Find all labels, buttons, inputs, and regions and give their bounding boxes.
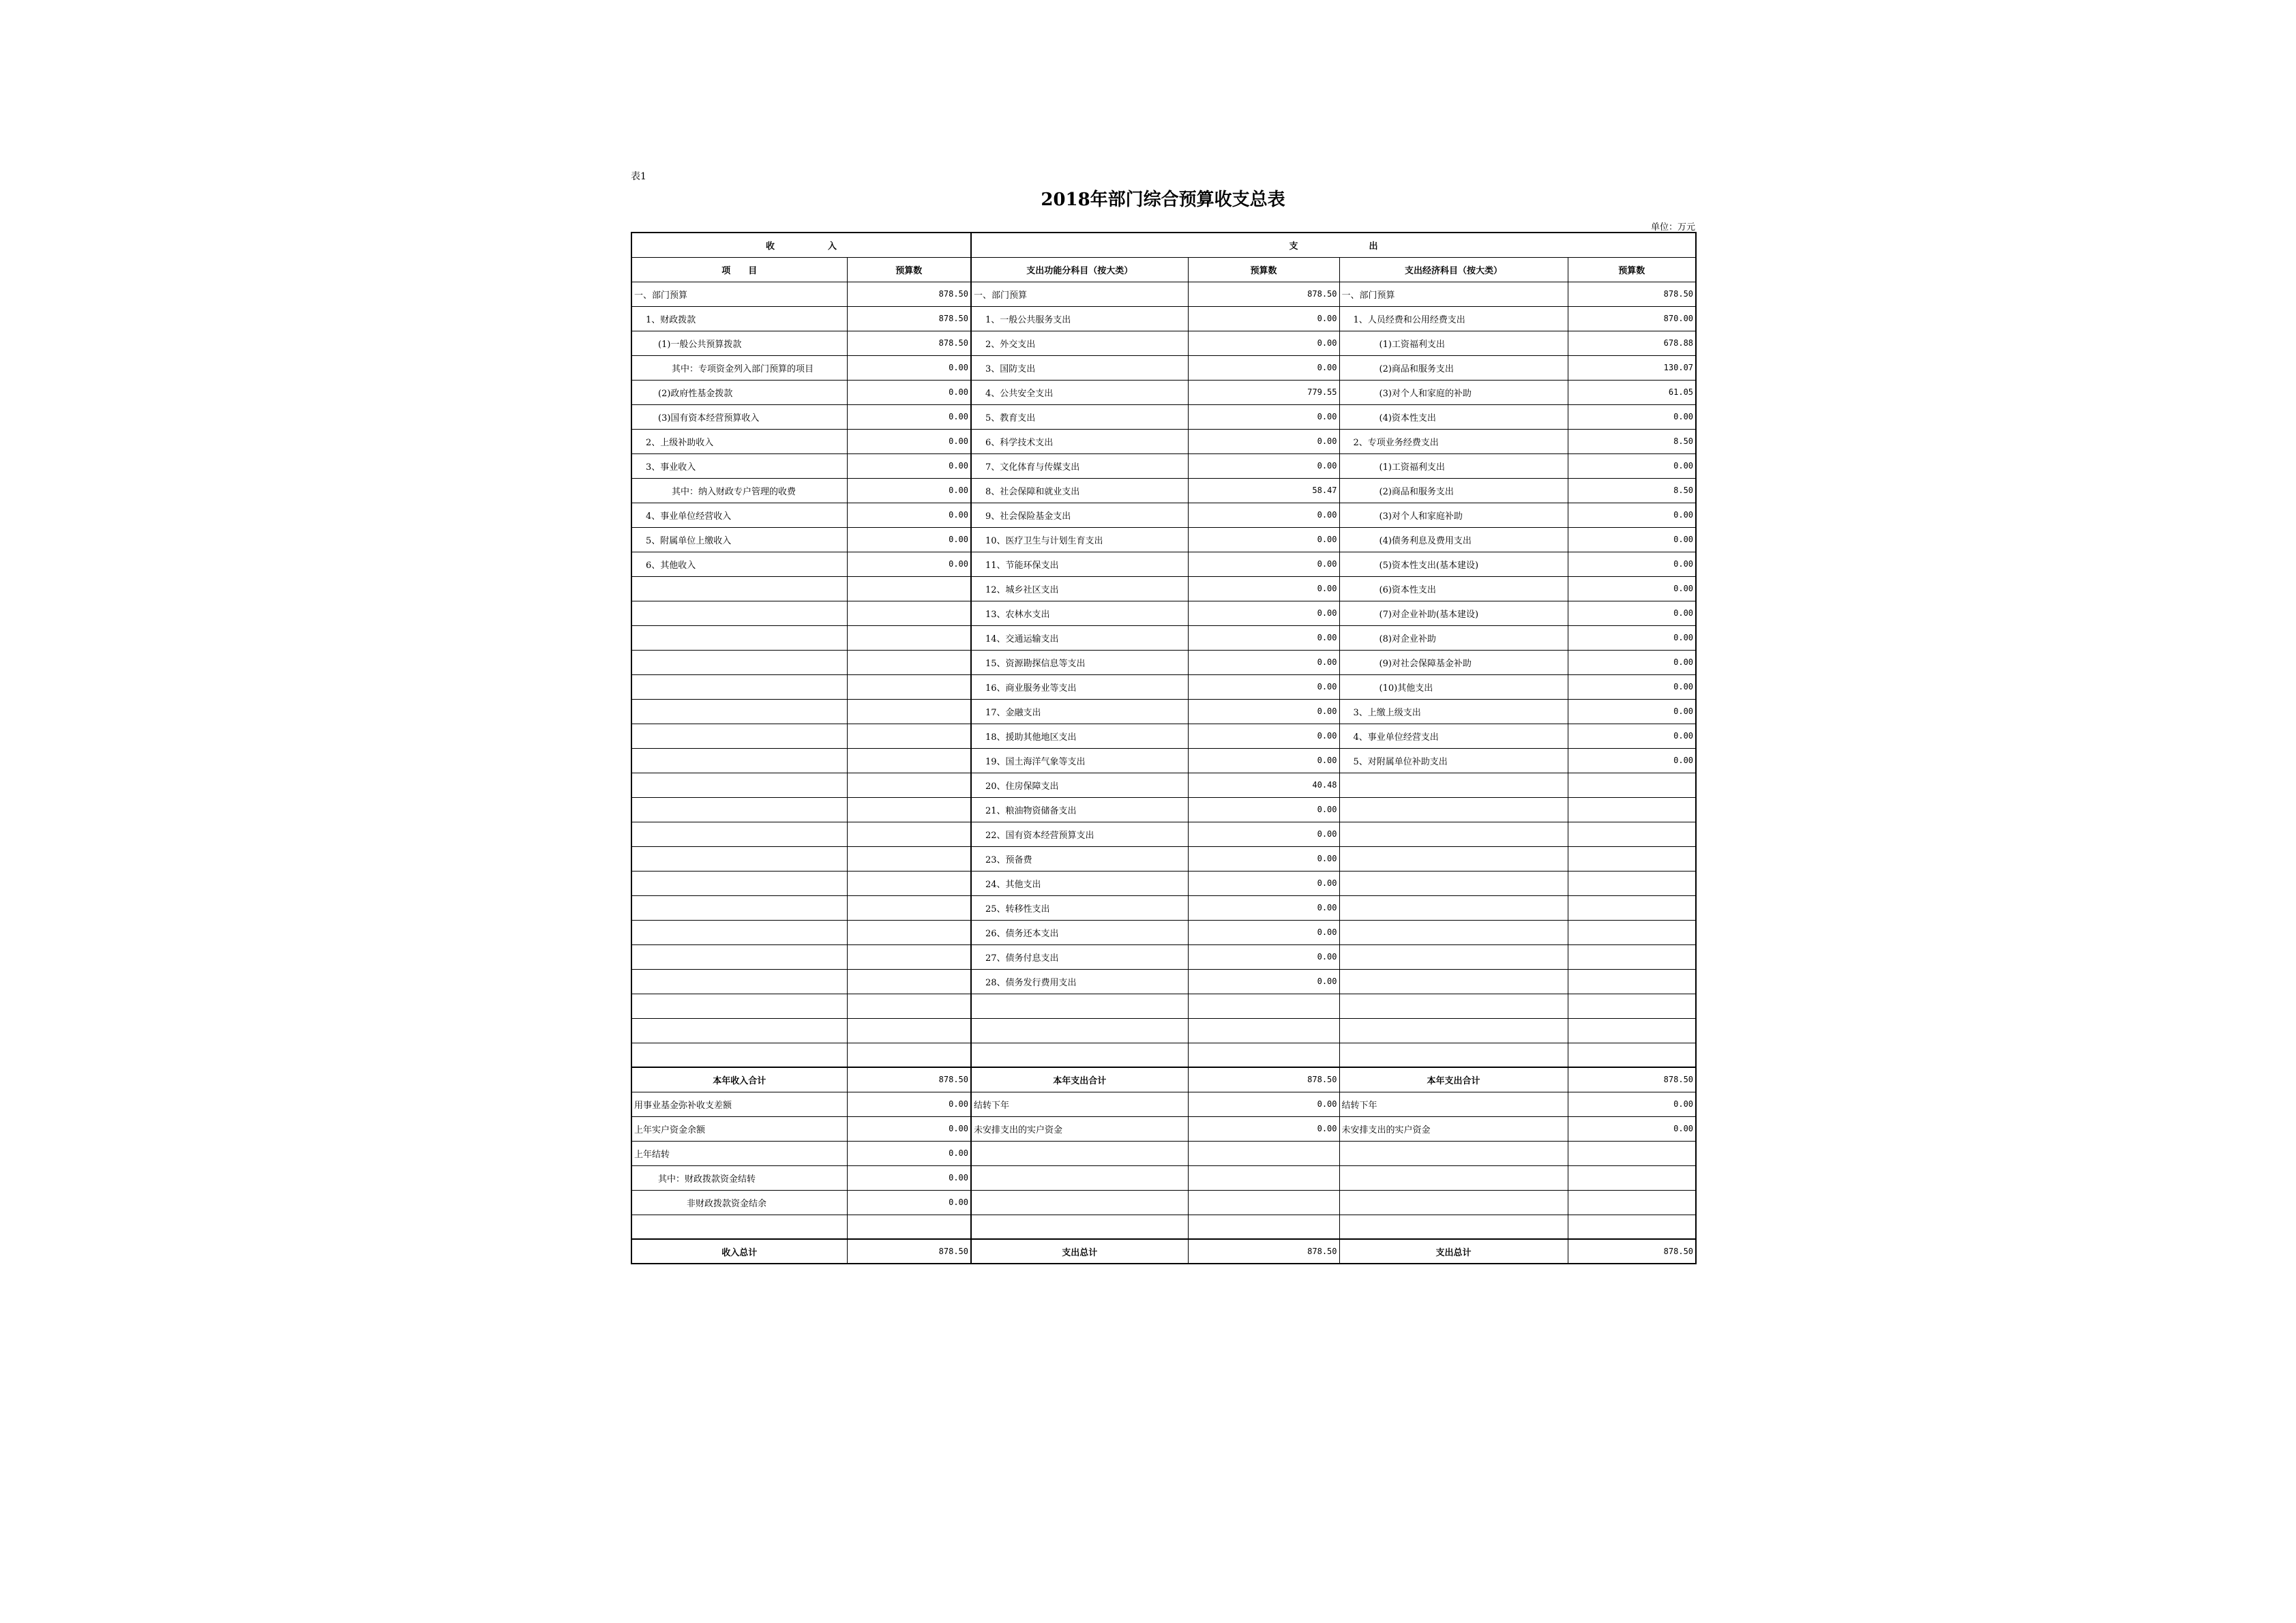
table-row xyxy=(631,1215,1696,1239)
econ-subject-cell xyxy=(1339,895,1568,920)
table-row xyxy=(631,1092,1696,1116)
income-item-cell xyxy=(631,871,847,895)
func-subject-cell: 24、其他支出 xyxy=(971,871,1188,895)
func-amount-cell xyxy=(1188,1215,1339,1239)
income-amount-cell xyxy=(847,822,971,846)
econ-subject-cell: 1、人员经费和公用经费支出 xyxy=(1339,306,1568,331)
func-amount-cell xyxy=(1188,1190,1339,1215)
func-amount-cell xyxy=(1188,1043,1339,1067)
func-amount-cell: 0.00 xyxy=(1188,306,1339,331)
func-subject-cell: 11、节能环保支出 xyxy=(971,552,1188,576)
econ-amount-cell xyxy=(1568,895,1696,920)
income-amount-cell xyxy=(847,576,971,601)
econ-subject-cell: 4、事业单位经营支出 xyxy=(1339,724,1568,748)
table-row xyxy=(631,306,1696,331)
func-amount-cell: 0.00 xyxy=(1188,699,1339,724)
func-subject-cell: 17、金融支出 xyxy=(971,699,1188,724)
econ-subject-cell xyxy=(1339,797,1568,822)
econ-amount-cell xyxy=(1568,1141,1696,1165)
func-amount-cell xyxy=(1188,1165,1339,1190)
func-subject-cell: 23、预备费 xyxy=(971,846,1188,871)
income-item-cell xyxy=(631,969,847,994)
income-amount-cell: 878.50 xyxy=(847,282,971,306)
income-amount-cell xyxy=(847,895,971,920)
econ-subject-cell: (9)对社会保障基金补助 xyxy=(1339,650,1568,674)
func-subject-cell: 本年支出合计 xyxy=(971,1067,1188,1092)
econ-amount-cell: 878.50 xyxy=(1568,282,1696,306)
func-subject-cell xyxy=(971,1165,1188,1190)
table-row xyxy=(631,846,1696,871)
table-row xyxy=(631,1043,1696,1067)
table-row xyxy=(631,453,1696,478)
func-subject-cell: 支出总计 xyxy=(971,1239,1188,1264)
econ-subject-cell: (3)对个人和家庭补助 xyxy=(1339,503,1568,527)
econ-amount-cell xyxy=(1568,846,1696,871)
econ-subject-cell: (3)对个人和家庭的补助 xyxy=(1339,380,1568,404)
econ-subject-cell: 5、对附属单位补助支出 xyxy=(1339,748,1568,773)
income-amount-cell: 0.00 xyxy=(847,404,971,429)
econ-amount-cell xyxy=(1568,994,1696,1018)
econ-subject-cell xyxy=(1339,1165,1568,1190)
income-item-cell xyxy=(631,994,847,1018)
income-item-cell xyxy=(631,576,847,601)
econ-subject-cell xyxy=(1339,1141,1568,1165)
func-subject-cell: 13、农林水支出 xyxy=(971,601,1188,625)
econ-subject-cell: (8)对企业补助 xyxy=(1339,625,1568,650)
func-amount-cell: 0.00 xyxy=(1188,944,1339,969)
func-amount-cell: 58.47 xyxy=(1188,478,1339,503)
func-subject-cell: 26、债务还本支出 xyxy=(971,920,1188,944)
func-amount-cell: 0.00 xyxy=(1188,920,1339,944)
econ-subject-cell: (4)资本性支出 xyxy=(1339,404,1568,429)
econ-amount-cell xyxy=(1568,1043,1696,1067)
econ-amount-cell: 878.50 xyxy=(1568,1239,1696,1264)
func-amount-cell xyxy=(1188,994,1339,1018)
income-amount-cell: 0.00 xyxy=(847,1141,971,1165)
func-subject-cell: 18、援助其他地区支出 xyxy=(971,724,1188,748)
econ-subject-cell: 未安排支出的实户资金 xyxy=(1339,1116,1568,1141)
econ-amount-cell: 0.00 xyxy=(1568,650,1696,674)
func-amount-cell: 779.55 xyxy=(1188,380,1339,404)
income-amount-cell: 0.00 xyxy=(847,1165,971,1190)
econ-amount-cell: 0.00 xyxy=(1568,748,1696,773)
income-amount-cell: 0.00 xyxy=(847,355,971,380)
func-subject-cell xyxy=(971,1215,1188,1239)
expense-header: 支 出 xyxy=(971,233,1696,257)
econ-amount-cell: 870.00 xyxy=(1568,306,1696,331)
func-subject-cell: 21、粮油物资储备支出 xyxy=(971,797,1188,822)
income-amount-cell xyxy=(847,944,971,969)
econ-subject-cell xyxy=(1339,1215,1568,1239)
func-subject-cell: 25、转移性支出 xyxy=(971,895,1188,920)
func-amount-cell: 40.48 xyxy=(1188,773,1339,797)
func-subject-cell: 6、科学技术支出 xyxy=(971,429,1188,453)
section-header-row xyxy=(631,233,1696,257)
income-item-cell: (1)一般公共预算拨款 xyxy=(631,331,847,355)
econ-subject-cell: (6)资本性支出 xyxy=(1339,576,1568,601)
func-subject-cell: 20、住房保障支出 xyxy=(971,773,1188,797)
table-row xyxy=(631,920,1696,944)
income-item-cell: (2)政府性基金拨款 xyxy=(631,380,847,404)
income-item-cell: 本年收入合计 xyxy=(631,1067,847,1092)
income-item-cell: 非财政拨款资金结余 xyxy=(631,1190,847,1215)
econ-amount-cell xyxy=(1568,797,1696,822)
income-item-cell xyxy=(631,846,847,871)
econ-subject-cell xyxy=(1339,773,1568,797)
econ-amount-cell xyxy=(1568,1165,1696,1190)
table-row xyxy=(631,1067,1696,1092)
col-header-budget-3: 预算数 xyxy=(1568,257,1696,282)
func-subject-cell: 14、交通运输支出 xyxy=(971,625,1188,650)
income-item-cell: 6、其他收入 xyxy=(631,552,847,576)
income-item-cell xyxy=(631,797,847,822)
income-amount-cell xyxy=(847,699,971,724)
econ-amount-cell xyxy=(1568,920,1696,944)
income-item-cell xyxy=(631,773,847,797)
table-row xyxy=(631,674,1696,699)
econ-subject-cell xyxy=(1339,1043,1568,1067)
income-item-cell xyxy=(631,625,847,650)
income-amount-cell xyxy=(847,846,971,871)
func-amount-cell: 0.00 xyxy=(1188,331,1339,355)
func-amount-cell: 0.00 xyxy=(1188,355,1339,380)
income-amount-cell: 0.00 xyxy=(847,380,971,404)
func-amount-cell: 878.50 xyxy=(1188,1239,1339,1264)
table-row xyxy=(631,1116,1696,1141)
col-header-budget: 预算数 xyxy=(847,257,971,282)
econ-subject-cell xyxy=(1339,920,1568,944)
func-subject-cell: 27、债务付息支出 xyxy=(971,944,1188,969)
func-subject-cell: 结转下年 xyxy=(971,1092,1188,1116)
func-subject-cell: 8、社会保障和就业支出 xyxy=(971,478,1188,503)
func-amount-cell: 0.00 xyxy=(1188,846,1339,871)
econ-amount-cell: 8.50 xyxy=(1568,429,1696,453)
func-amount-cell: 0.00 xyxy=(1188,969,1339,994)
func-amount-cell xyxy=(1188,1018,1339,1043)
econ-amount-cell: 678.88 xyxy=(1568,331,1696,355)
econ-subject-cell xyxy=(1339,994,1568,1018)
income-amount-cell xyxy=(847,969,971,994)
income-item-cell xyxy=(631,674,847,699)
table-row xyxy=(631,1018,1696,1043)
func-subject-cell: 2、外交支出 xyxy=(971,331,1188,355)
func-amount-cell: 0.00 xyxy=(1188,503,1339,527)
income-amount-cell: 0.00 xyxy=(847,429,971,453)
econ-subject-cell xyxy=(1339,871,1568,895)
col-header-item: 项 目 xyxy=(631,257,847,282)
func-subject-cell: 一、部门预算 xyxy=(971,282,1188,306)
econ-subject-cell xyxy=(1339,822,1568,846)
func-amount-cell: 0.00 xyxy=(1188,527,1339,552)
income-amount-cell xyxy=(847,920,971,944)
income-amount-cell xyxy=(847,674,971,699)
income-amount-cell xyxy=(847,1018,971,1043)
income-item-cell: 4、事业单位经营收入 xyxy=(631,503,847,527)
func-subject-cell: 4、公共安全支出 xyxy=(971,380,1188,404)
econ-amount-cell xyxy=(1568,969,1696,994)
econ-amount-cell: 878.50 xyxy=(1568,1067,1696,1092)
table-row xyxy=(631,552,1696,576)
func-amount-cell: 0.00 xyxy=(1188,674,1339,699)
econ-amount-cell: 0.00 xyxy=(1568,724,1696,748)
econ-amount-cell: 0.00 xyxy=(1568,1092,1696,1116)
income-amount-cell xyxy=(847,871,971,895)
func-subject-cell xyxy=(971,1043,1188,1067)
table-row xyxy=(631,380,1696,404)
table-row xyxy=(631,282,1696,306)
table-label: 表1 xyxy=(631,171,646,182)
income-item-cell: 2、上级补助收入 xyxy=(631,429,847,453)
econ-amount-cell: 0.00 xyxy=(1568,453,1696,478)
func-amount-cell: 0.00 xyxy=(1188,748,1339,773)
econ-amount-cell: 0.00 xyxy=(1568,552,1696,576)
column-header-row xyxy=(631,257,1696,282)
income-item-cell: 其中：财政拨款资金结转 xyxy=(631,1165,847,1190)
table-row xyxy=(631,994,1696,1018)
income-item-cell xyxy=(631,895,847,920)
income-header: 收 入 xyxy=(631,233,971,257)
income-item-cell xyxy=(631,1215,847,1239)
income-item-cell xyxy=(631,1018,847,1043)
income-amount-cell xyxy=(847,994,971,1018)
func-amount-cell xyxy=(1188,1141,1339,1165)
income-item-cell xyxy=(631,920,847,944)
func-subject-cell: 16、商业服务业等支出 xyxy=(971,674,1188,699)
income-item-cell xyxy=(631,650,847,674)
func-subject-cell: 7、文化体育与传媒支出 xyxy=(971,453,1188,478)
income-amount-cell xyxy=(847,601,971,625)
func-amount-cell: 878.50 xyxy=(1188,282,1339,306)
econ-amount-cell: 0.00 xyxy=(1568,625,1696,650)
table-row xyxy=(631,625,1696,650)
income-item-cell xyxy=(631,822,847,846)
table-row xyxy=(631,1141,1696,1165)
income-item-cell: (3)国有资本经营预算收入 xyxy=(631,404,847,429)
func-subject-cell xyxy=(971,994,1188,1018)
func-subject-cell xyxy=(971,1018,1188,1043)
table-row xyxy=(631,527,1696,552)
income-amount-cell: 0.00 xyxy=(847,453,971,478)
func-amount-cell: 0.00 xyxy=(1188,453,1339,478)
unit-label: 单位：万元 xyxy=(1650,222,1695,233)
table-row xyxy=(631,699,1696,724)
col-header-econ-subject: 支出经济科目（按大类） xyxy=(1339,257,1568,282)
table-row xyxy=(631,576,1696,601)
econ-subject-cell: 3、上缴上级支出 xyxy=(1339,699,1568,724)
econ-subject-cell: (4)债务利息及费用支出 xyxy=(1339,527,1568,552)
income-item-cell xyxy=(631,748,847,773)
econ-subject-cell: (1)工资福利支出 xyxy=(1339,331,1568,355)
econ-subject-cell: (10)其他支出 xyxy=(1339,674,1568,699)
func-amount-cell: 0.00 xyxy=(1188,797,1339,822)
col-header-func-subject: 支出功能分科目（按大类） xyxy=(971,257,1188,282)
econ-subject-cell: (2)商品和服务支出 xyxy=(1339,355,1568,380)
income-item-cell: 收入总计 xyxy=(631,1239,847,1264)
func-amount-cell: 0.00 xyxy=(1188,822,1339,846)
func-amount-cell: 0.00 xyxy=(1188,625,1339,650)
econ-subject-cell: 本年支出合计 xyxy=(1339,1067,1568,1092)
income-amount-cell: 878.50 xyxy=(847,331,971,355)
income-item-cell xyxy=(631,944,847,969)
func-subject-cell: 10、医疗卫生与计划生育支出 xyxy=(971,527,1188,552)
table-row xyxy=(631,331,1696,355)
econ-amount-cell: 0.00 xyxy=(1568,1116,1696,1141)
econ-subject-cell: 一、部门预算 xyxy=(1339,282,1568,306)
income-amount-cell xyxy=(847,625,971,650)
func-subject-cell xyxy=(971,1190,1188,1215)
income-item-cell: 一、部门预算 xyxy=(631,282,847,306)
func-amount-cell: 0.00 xyxy=(1188,895,1339,920)
econ-amount-cell xyxy=(1568,1215,1696,1239)
econ-amount-cell: 0.00 xyxy=(1568,576,1696,601)
econ-subject-cell: 结转下年 xyxy=(1339,1092,1568,1116)
income-amount-cell xyxy=(847,773,971,797)
func-amount-cell: 0.00 xyxy=(1188,724,1339,748)
func-amount-cell: 0.00 xyxy=(1188,1092,1339,1116)
income-amount-cell: 0.00 xyxy=(847,552,971,576)
table-row xyxy=(631,1190,1696,1215)
income-item-cell: 其中：纳入财政专户管理的收费 xyxy=(631,478,847,503)
table-row xyxy=(631,429,1696,453)
income-item-cell xyxy=(631,601,847,625)
income-item-cell: 用事业基金弥补收支差额 xyxy=(631,1092,847,1116)
func-subject-cell xyxy=(971,1141,1188,1165)
table-row xyxy=(631,724,1696,748)
econ-amount-cell xyxy=(1568,1190,1696,1215)
table-row xyxy=(631,1165,1696,1190)
econ-amount-cell: 0.00 xyxy=(1568,699,1696,724)
func-amount-cell: 0.00 xyxy=(1188,576,1339,601)
income-amount-cell: 0.00 xyxy=(847,478,971,503)
econ-subject-cell xyxy=(1339,846,1568,871)
income-amount-cell xyxy=(847,797,971,822)
table-row xyxy=(631,404,1696,429)
econ-amount-cell xyxy=(1568,1018,1696,1043)
income-amount-cell xyxy=(847,748,971,773)
table-row xyxy=(631,969,1696,994)
income-amount-cell: 878.50 xyxy=(847,1239,971,1264)
func-subject-cell: 9、社会保险基金支出 xyxy=(971,503,1188,527)
econ-amount-cell: 0.00 xyxy=(1568,404,1696,429)
table-row xyxy=(631,773,1696,797)
table-row xyxy=(631,503,1696,527)
table-row xyxy=(631,478,1696,503)
econ-subject-cell: 支出总计 xyxy=(1339,1239,1568,1264)
page-title: 2018年部门综合预算收支总表 xyxy=(1041,190,1285,210)
func-amount-cell: 878.50 xyxy=(1188,1067,1339,1092)
table-row xyxy=(631,822,1696,846)
table-row xyxy=(631,748,1696,773)
func-amount-cell: 0.00 xyxy=(1188,650,1339,674)
econ-amount-cell xyxy=(1568,944,1696,969)
func-amount-cell: 0.00 xyxy=(1188,601,1339,625)
func-subject-cell: 未安排支出的实户资金 xyxy=(971,1116,1188,1141)
income-item-cell xyxy=(631,724,847,748)
table-row xyxy=(631,944,1696,969)
econ-amount-cell: 61.05 xyxy=(1568,380,1696,404)
func-subject-cell: 22、国有资本经营预算支出 xyxy=(971,822,1188,846)
table-body xyxy=(631,233,1696,1264)
func-amount-cell: 0.00 xyxy=(1188,1116,1339,1141)
budget-summary-table xyxy=(631,232,1697,1264)
econ-amount-cell: 130.07 xyxy=(1568,355,1696,380)
func-subject-cell: 19、国土海洋气象等支出 xyxy=(971,748,1188,773)
income-amount-cell xyxy=(847,1215,971,1239)
income-item-cell xyxy=(631,699,847,724)
income-item-cell: 上年结转 xyxy=(631,1141,847,1165)
income-item-cell: 其中：专项资金列入部门预算的项目 xyxy=(631,355,847,380)
income-amount-cell xyxy=(847,650,971,674)
income-item-cell: 1、财政拨款 xyxy=(631,306,847,331)
col-header-budget-2: 预算数 xyxy=(1188,257,1339,282)
income-amount-cell: 0.00 xyxy=(847,527,971,552)
func-subject-cell: 1、一般公共服务支出 xyxy=(971,306,1188,331)
func-amount-cell: 0.00 xyxy=(1188,404,1339,429)
func-subject-cell: 15、资源勘探信息等支出 xyxy=(971,650,1188,674)
table-row xyxy=(631,355,1696,380)
income-amount-cell: 0.00 xyxy=(847,1190,971,1215)
income-amount-cell: 0.00 xyxy=(847,503,971,527)
econ-amount-cell: 0.00 xyxy=(1568,601,1696,625)
func-subject-cell: 3、国防支出 xyxy=(971,355,1188,380)
econ-subject-cell: (7)对企业补助(基本建设) xyxy=(1339,601,1568,625)
func-subject-cell: 5、教育支出 xyxy=(971,404,1188,429)
econ-amount-cell: 0.00 xyxy=(1568,503,1696,527)
table-row xyxy=(631,1239,1696,1264)
income-amount-cell: 0.00 xyxy=(847,1092,971,1116)
econ-subject-cell xyxy=(1339,944,1568,969)
table-row xyxy=(631,601,1696,625)
econ-amount-cell xyxy=(1568,773,1696,797)
econ-subject-cell: (5)资本性支出(基本建设) xyxy=(1339,552,1568,576)
table-row xyxy=(631,650,1696,674)
econ-amount-cell: 0.00 xyxy=(1568,674,1696,699)
table-row xyxy=(631,871,1696,895)
func-amount-cell: 0.00 xyxy=(1188,429,1339,453)
econ-subject-cell xyxy=(1339,1190,1568,1215)
income-amount-cell: 0.00 xyxy=(847,1116,971,1141)
income-item-cell xyxy=(631,1043,847,1067)
income-amount-cell xyxy=(847,1043,971,1067)
table-row xyxy=(631,797,1696,822)
econ-amount-cell xyxy=(1568,822,1696,846)
table-row xyxy=(631,895,1696,920)
income-item-cell: 上年实户资金余额 xyxy=(631,1116,847,1141)
func-subject-cell: 12、城乡社区支出 xyxy=(971,576,1188,601)
income-amount-cell xyxy=(847,724,971,748)
econ-amount-cell: 0.00 xyxy=(1568,527,1696,552)
income-amount-cell: 878.50 xyxy=(847,1067,971,1092)
econ-amount-cell xyxy=(1568,871,1696,895)
income-item-cell: 5、附属单位上缴收入 xyxy=(631,527,847,552)
func-amount-cell: 0.00 xyxy=(1188,871,1339,895)
func-amount-cell: 0.00 xyxy=(1188,552,1339,576)
func-subject-cell: 28、债务发行费用支出 xyxy=(971,969,1188,994)
income-item-cell: 3、事业收入 xyxy=(631,453,847,478)
econ-amount-cell: 8.50 xyxy=(1568,478,1696,503)
econ-subject-cell xyxy=(1339,1018,1568,1043)
econ-subject-cell: 2、专项业务经费支出 xyxy=(1339,429,1568,453)
econ-subject-cell: (2)商品和服务支出 xyxy=(1339,478,1568,503)
econ-subject-cell: (1)工资福利支出 xyxy=(1339,453,1568,478)
econ-subject-cell xyxy=(1339,969,1568,994)
income-amount-cell: 878.50 xyxy=(847,306,971,331)
